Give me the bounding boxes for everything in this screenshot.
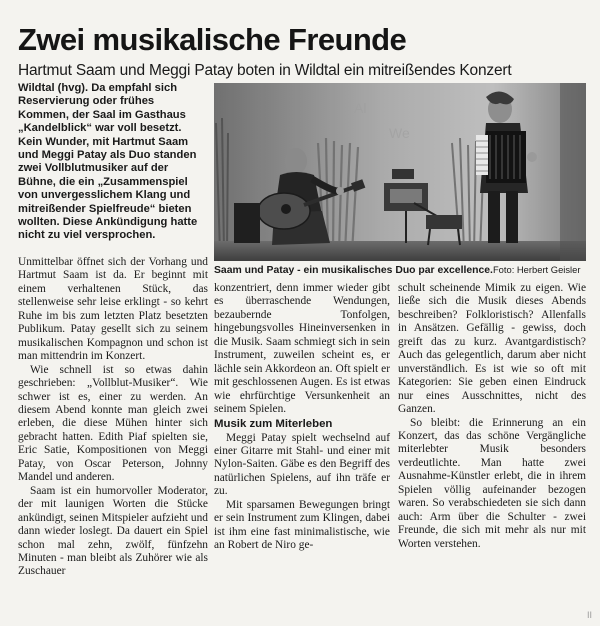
article-paragraph: Wie schnell ist so etwas dahin geschrieben: „Vollblut-Musiker“. Wie schwer ist es, einer zu werden. An diesem Abend konnte man gleich zwei erleben, die diese Mühen hinter sich gebracht hatten. Edith Piaf spielten sie, Eric Satie, Kompositionen von Meggi Patay, von Oscar Peterson, Johnny Mandel und anderen. bbox=[18, 363, 208, 484]
photo-caption bbox=[214, 263, 586, 277]
article-paragraph: Saam ist ein humorvoller Moderator, der mit launigen Worten die Stücke ankündigt, seinen Mitspieler aufzieht und dann wieder loslegt. Da dauert ein Spiel schon mal zehn, zwölf, fünfzehn Minuten - man bleibt als Zuhörer wie als Zuschauer bbox=[18, 484, 208, 578]
article-column-1 bbox=[18, 256, 208, 579]
photo-credit: Foto: Herbert Geisler bbox=[492, 264, 581, 275]
concert-photo bbox=[214, 83, 586, 261]
article-intro: Wildtal (hvg). Da empfahl sich Reservierung oder frühes Kommen, der Saal im Gasthaus „Kandelblick“ war voll besetzt. Kein Wunder, mit Hartmut Saam und Meggi Patay als Duo standen zwei Vollblutmusiker auf der Bühne, die ein „Zusammenspiel von unvergesslichem Klang und mitreißender Spielfreude“ bieten wollten. Diese Ankündigung hatte nicht zu viel versprochen. bbox=[18, 82, 198, 242]
article-column-2 bbox=[214, 282, 390, 553]
svg-text:Al: Al bbox=[354, 100, 367, 116]
page-marker: II bbox=[586, 610, 592, 620]
article-paragraph: Mit sparsamen Bewegungen bringt er sein Instrument zum Klingen, dabei ist ihm eine fast minimalistische, wie an Robert de Niro ge- bbox=[214, 498, 390, 552]
svg-text:We: We bbox=[389, 125, 410, 141]
article-subheadline: Hartmut Saam und Meggi Patay boten in Wildtal ein mitreißendes Konzert bbox=[18, 62, 512, 79]
article-column-3 bbox=[398, 282, 586, 551]
article-paragraph: konzentriert, denn immer wieder gibt es überraschende Wendungen, bezaubernde Tonfolgen, hingebungsvolles Hineinversenken in die Musik. Saam schmiegt sich in sein Instrument, zuweilen scheint es, er lächle sein Akkordeon an. Oft spielt er mit geschlossenen Augen. Es ist etwas wie ehrfürchtige Versunkenheit an seinem Spielen. bbox=[214, 282, 390, 416]
section-heading: Musik zum Miterleben bbox=[214, 417, 333, 430]
article-paragraph: Unmittelbar öffnet sich der Vorhang und Hartmut Saam ist da. Er beginnt mit einem verhaltenen Stück, das stellenweise sehr leise erklingt - so kehrt Ruhe im bis zum letzten Platz besetzten Publikum. Patay gesellt sich zu seinem musikalischen Kompagnon und schon ist man mittendrin im Konzert. bbox=[18, 256, 208, 363]
photo-caption-text: Saam und Patay - ein musikalisches Duo par excellence. bbox=[214, 265, 493, 276]
article-paragraph: Meggi Patay spielt wechselnd auf einer Gitarre mit Stahl- und einer mit Nylon-Saiten. Gäbe es den Begriff des natürlichen Spielens, auf ihn träfe er zu. bbox=[214, 431, 390, 498]
concert-photo-image bbox=[214, 83, 586, 261]
article-headline: Zwei musikalische Freunde bbox=[18, 22, 407, 57]
article-paragraph: schult scheinende Mimik zu eigen. Wie ließe sich die Musik dieses Abends beschreiben? Folkloristisch? Allenfalls in Ansätzen. Gefällig - gewiss, doch greift das zu kurz. Avantgardistisch? Auch das gelegentlich, darum aber nicht unverständlich. Es ist wie so oft mit Kategorien: Sie geben einen Eindruck nur eines Ausschnittes, nicht des Ganzen. bbox=[398, 282, 586, 416]
article-paragraph: So bleibt: die Erinnerung an ein Konzert, das das schöne Vergängliche miterlebter Musik besonders verdeutlichte. Man hatte zwei Ausnahme-Künstler erlebt, die in ihrem Spielen völlig aufeinander bezogen waren. So verabschiedeten sie sich dann auch: Arm über die Schulter - zwei Freunde, die sich mit mehr als nur mit Worten verstehen. bbox=[398, 416, 586, 550]
